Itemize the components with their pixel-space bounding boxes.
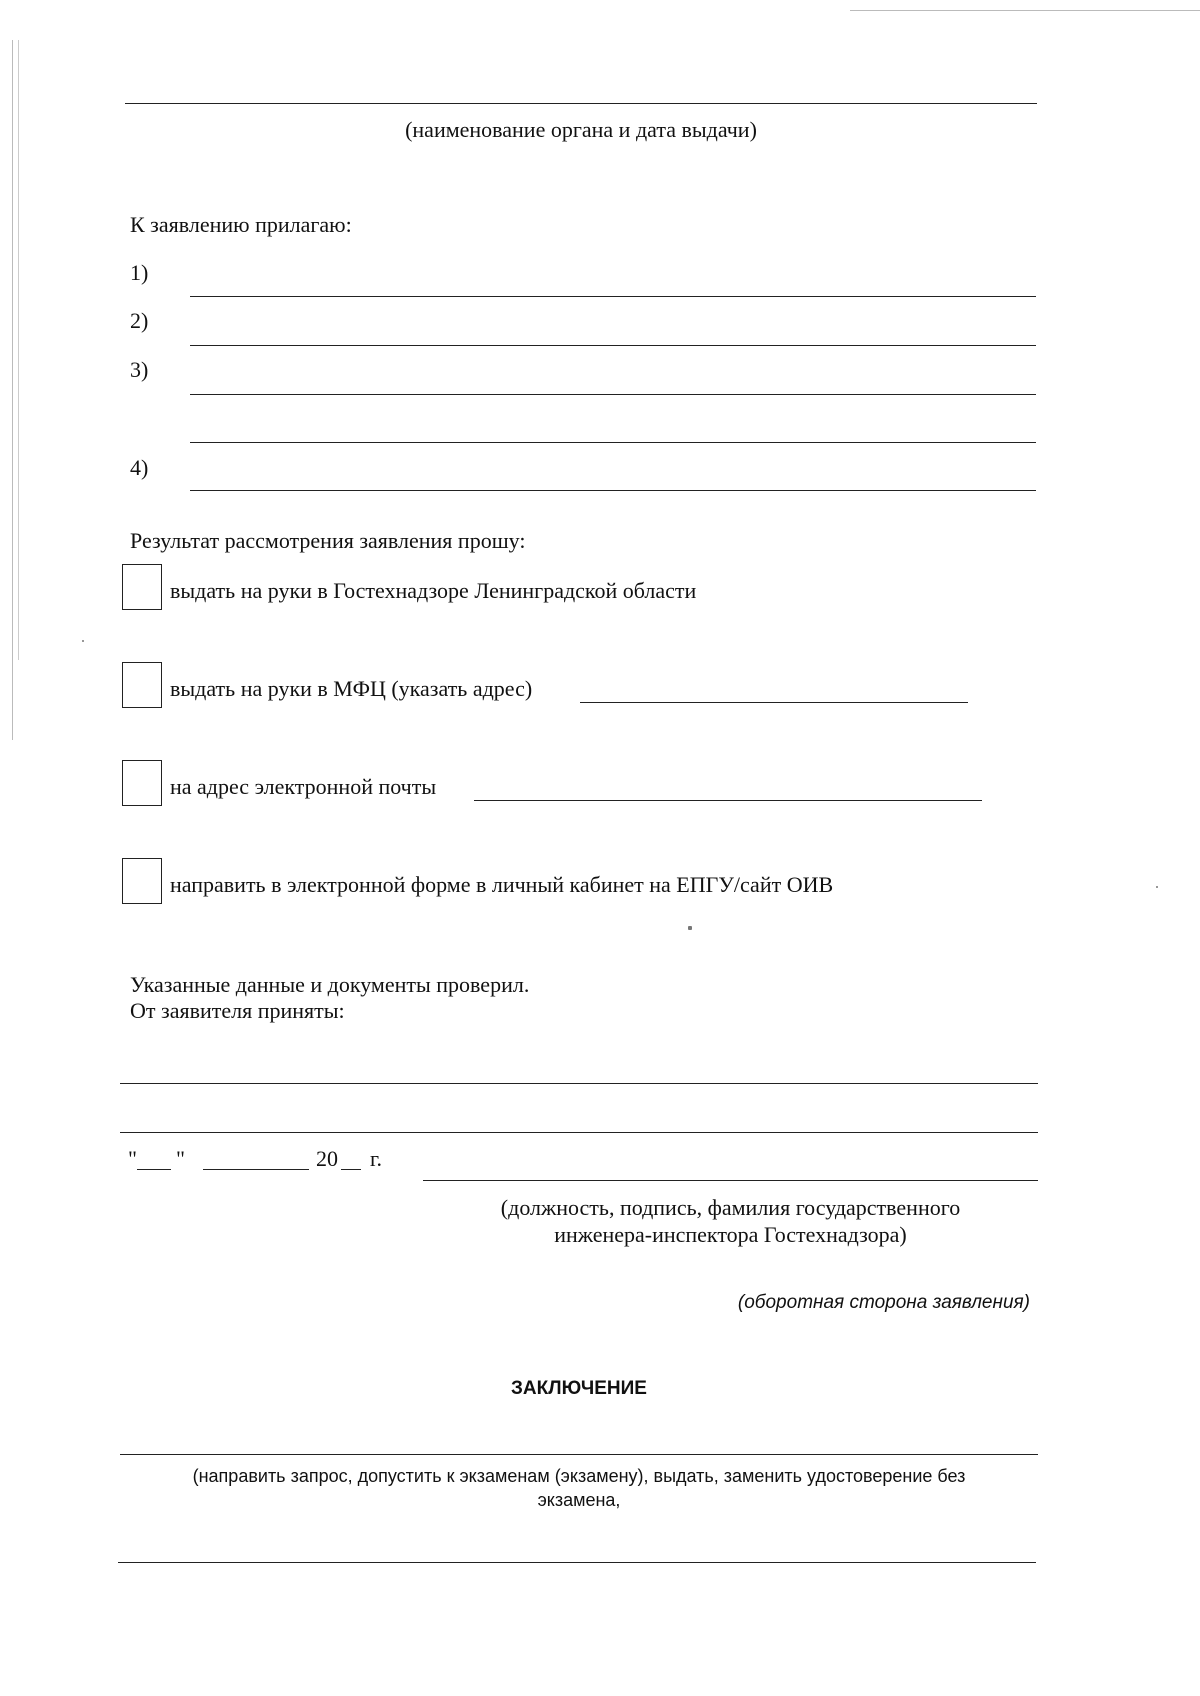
date-year-prefix: 20 [316, 1146, 338, 1171]
attachment-field-line[interactable] [190, 394, 1036, 395]
signature-caption-line-2: инженера-инспектора Гостехнадзора) [554, 1222, 907, 1247]
date-day-field[interactable] [137, 1169, 171, 1170]
scan-margin-line [18, 40, 19, 660]
scan-margin-line [12, 40, 13, 740]
option-label-mfc: выдать на руки в МФЦ (указать адрес) [170, 676, 533, 701]
issuer-caption: (наименование органа и дата выдачи) [405, 117, 757, 142]
date-month-field[interactable] [203, 1169, 309, 1170]
scan-top-edge-line [850, 10, 1200, 11]
conclusion-caption-line-1: (направить запрос, допустить к экзаменам (экзамену), выдать, заменить удостоверение без [192, 1466, 966, 1486]
option-label-email: на адрес электронной почты [170, 774, 437, 799]
attachment-field-line[interactable] [190, 490, 1036, 491]
attachment-number: 1) [130, 260, 149, 285]
email-field-line[interactable] [474, 800, 982, 801]
conclusion-caption-line-2: экзамена, [537, 1490, 621, 1510]
conclusion-title: ЗАКЛЮЧЕНИЕ [511, 1378, 647, 1399]
result-heading: Результат рассмотрения заявления прошу: [130, 528, 526, 553]
attachment-number: 4) [130, 455, 149, 480]
verification-line-1: Указанные данные и документы проверил. [130, 972, 530, 997]
attachment-field-line[interactable] [190, 345, 1036, 346]
attachment-number: 2) [130, 308, 149, 333]
conclusion-field-line[interactable] [118, 1562, 1036, 1563]
scan-speck [82, 640, 84, 642]
accepted-field-line[interactable] [120, 1083, 1038, 1084]
date-open-quote: " [128, 1146, 137, 1171]
reverse-side-note: (оборотная сторона заявления) [737, 1292, 1030, 1313]
option-checkbox-gostekhnadzor[interactable] [122, 564, 162, 610]
scan-speck [1156, 886, 1158, 888]
attachments-heading: К заявлению прилагаю: [130, 212, 352, 237]
option-checkbox-mfc[interactable] [122, 662, 162, 708]
option-label-gostekhnadzor: выдать на руки в Гостехнадзоре Ленинградской области [170, 578, 697, 603]
accepted-field-line[interactable] [120, 1132, 1038, 1133]
conclusion-field-line[interactable] [120, 1454, 1038, 1455]
date-close-quote: " [176, 1146, 185, 1171]
option-checkbox-epgu[interactable] [122, 858, 162, 904]
attachment-number: 3) [130, 357, 149, 382]
signature-field-line[interactable] [423, 1180, 1038, 1181]
issuer-field-line[interactable] [125, 103, 1037, 104]
date-year-suffix: г. [370, 1146, 383, 1171]
mfc-address-field-line[interactable] [580, 702, 968, 703]
scan-speck [688, 926, 692, 930]
option-label-epgu: направить в электронной форме в личный кабинет на ЕПГУ/сайт ОИВ [170, 872, 834, 897]
attachment-field-line[interactable] [190, 296, 1036, 297]
date-year-field[interactable] [341, 1169, 361, 1170]
verification-line-2: От заявителя приняты: [130, 998, 345, 1023]
option-checkbox-email[interactable] [122, 760, 162, 806]
signature-caption-line-1: (должность, подпись, фамилия государственного [500, 1195, 961, 1220]
attachment-field-line[interactable] [190, 442, 1036, 443]
